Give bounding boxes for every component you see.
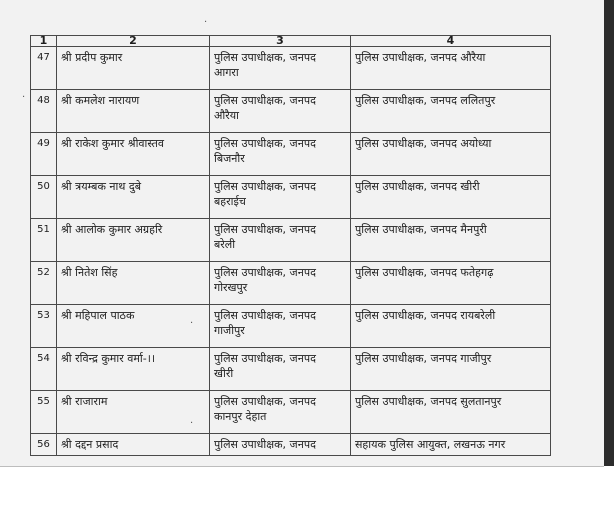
serial-number: 47 bbox=[31, 47, 57, 90]
officer-name: श्री दद्दन प्रसाद bbox=[57, 434, 210, 456]
new-posting: पुलिस उपाधीक्षक, जनपद गाजीपुर bbox=[351, 348, 551, 391]
current-posting bbox=[210, 262, 351, 305]
current-posting-district: गोरखपुर bbox=[214, 281, 248, 294]
scan-speck: · bbox=[190, 418, 194, 429]
new-posting: पुलिस उपाधीक्षक, जनपद रायबरेली bbox=[351, 305, 551, 348]
officer-name: श्री राजाराम bbox=[57, 391, 210, 434]
current-posting-designation: पुलिस उपाधीक्षक, जनपद bbox=[214, 395, 316, 408]
current-posting-district: बरेली bbox=[214, 238, 236, 251]
scan-speck: · bbox=[22, 92, 26, 103]
current-posting-designation: पुलिस उपाधीक्षक, जनपद bbox=[214, 180, 316, 193]
table-row bbox=[31, 348, 551, 391]
serial-number: 52 bbox=[31, 262, 57, 305]
new-posting: पुलिस उपाधीक्षक, जनपद मैनपुरी bbox=[351, 219, 551, 262]
current-posting bbox=[210, 219, 351, 262]
table-row bbox=[31, 434, 551, 456]
current-posting bbox=[210, 434, 351, 456]
officer-name: श्री नितेश सिंह bbox=[57, 262, 210, 305]
serial-number: 56 bbox=[31, 434, 57, 456]
current-posting bbox=[210, 391, 351, 434]
serial-number: 53 bbox=[31, 305, 57, 348]
table-row bbox=[31, 305, 551, 348]
table-row bbox=[31, 176, 551, 219]
serial-number: 51 bbox=[31, 219, 57, 262]
officer-name: श्री महिपाल पाठक bbox=[57, 305, 210, 348]
scan-speck: . bbox=[204, 14, 208, 25]
scan-dark-edge bbox=[604, 0, 614, 466]
current-posting-district: कानपुर देहात bbox=[214, 410, 267, 423]
column-header-current-posting: 3 bbox=[210, 36, 351, 47]
current-posting-district: गाजीपुर bbox=[214, 324, 245, 337]
current-posting-district: औरैया bbox=[214, 109, 239, 122]
column-header-serial: 1 bbox=[31, 36, 57, 47]
serial-number: 54 bbox=[31, 348, 57, 391]
new-posting: पुलिस उपाधीक्षक, जनपद फतेहगढ़ bbox=[351, 262, 551, 305]
current-posting bbox=[210, 47, 351, 90]
current-posting-designation: पुलिस उपाधीक्षक, जनपद bbox=[214, 223, 316, 236]
current-posting-designation: पुलिस उपाधीक्षक, जनपद bbox=[214, 94, 316, 107]
table-row bbox=[31, 47, 551, 90]
officer-name: श्री कमलेश नारायण bbox=[57, 90, 210, 133]
table-row bbox=[31, 219, 551, 262]
table-row bbox=[31, 262, 551, 305]
table-row bbox=[31, 133, 551, 176]
page-bottom-divider bbox=[0, 466, 604, 467]
current-posting bbox=[210, 90, 351, 133]
scan-speck: · bbox=[190, 318, 194, 329]
officer-name: श्री रविन्द्र कुमार वर्मा-।। bbox=[57, 348, 210, 391]
new-posting: पुलिस उपाधीक्षक, जनपद सुलतानपुर bbox=[351, 391, 551, 434]
serial-number: 55 bbox=[31, 391, 57, 434]
current-posting bbox=[210, 133, 351, 176]
new-posting: पुलिस उपाधीक्षक, जनपद अयोध्या bbox=[351, 133, 551, 176]
table-header-row bbox=[31, 36, 551, 47]
current-posting-designation: पुलिस उपाधीक्षक, जनपद bbox=[214, 352, 316, 365]
new-posting: पुलिस उपाधीक्षक, जनपद औरैया bbox=[351, 47, 551, 90]
serial-number: 50 bbox=[31, 176, 57, 219]
serial-number: 49 bbox=[31, 133, 57, 176]
current-posting-designation: पुलिस उपाधीक्षक, जनपद bbox=[214, 137, 316, 150]
current-posting-district: खीरी bbox=[214, 367, 234, 380]
transfer-list-table bbox=[30, 35, 551, 456]
current-posting-district: आगरा bbox=[214, 66, 239, 79]
officer-name: श्री प्रदीप कुमार bbox=[57, 47, 210, 90]
current-posting-designation: पुलिस उपाधीक्षक, जनपद bbox=[214, 51, 316, 64]
new-posting: पुलिस उपाधीक्षक, जनपद ललितपुर bbox=[351, 90, 551, 133]
current-posting-designation: पुलिस उपाधीक्षक, जनपद bbox=[214, 266, 316, 279]
current-posting-district: बिजनौर bbox=[214, 152, 245, 165]
new-posting: पुलिस उपाधीक्षक, जनपद खीरी bbox=[351, 176, 551, 219]
current-posting-district: बहराईच bbox=[214, 195, 246, 208]
column-header-new-posting: 4 bbox=[351, 36, 551, 47]
current-posting bbox=[210, 176, 351, 219]
table-row bbox=[31, 90, 551, 133]
current-posting bbox=[210, 348, 351, 391]
current-posting-designation: पुलिस उपाधीक्षक, जनपद bbox=[214, 309, 316, 322]
table-row bbox=[31, 391, 551, 434]
officer-name: श्री राकेश कुमार श्रीवास्तव bbox=[57, 133, 210, 176]
current-posting-designation: पुलिस उपाधीक्षक, जनपद bbox=[214, 438, 316, 451]
new-posting: सहायक पुलिस आयुक्त, लखनऊ नगर bbox=[351, 434, 551, 456]
officer-name: श्री त्रयम्बक नाथ दुबे bbox=[57, 176, 210, 219]
officer-name: श्री आलोक कुमार अग्रहरि bbox=[57, 219, 210, 262]
column-header-name: 2 bbox=[57, 36, 210, 47]
current-posting bbox=[210, 305, 351, 348]
serial-number: 48 bbox=[31, 90, 57, 133]
